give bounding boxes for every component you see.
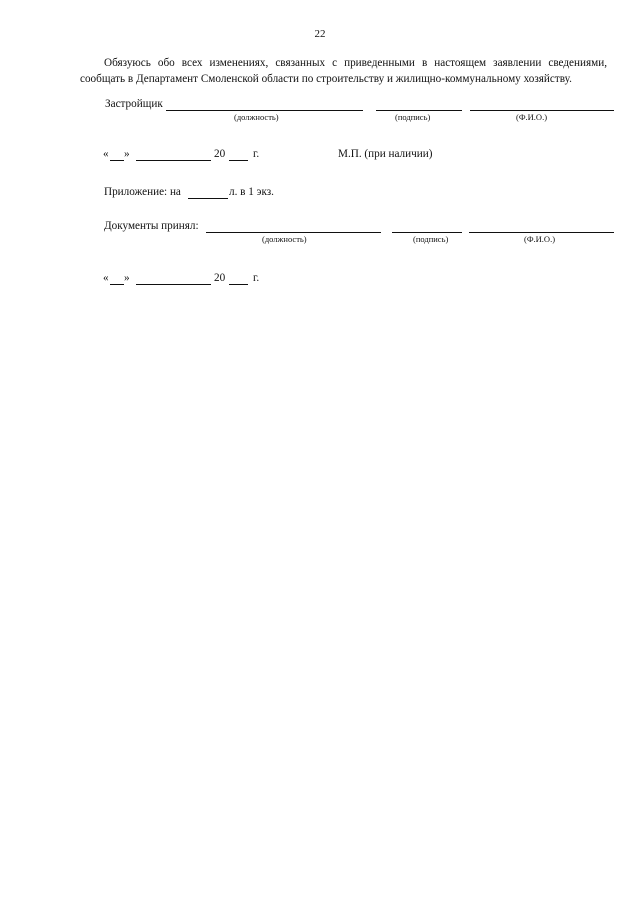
date2-quote-open: « bbox=[103, 272, 109, 284]
date1-month-line bbox=[136, 160, 211, 161]
accepted-signature-caption: (подпись) bbox=[413, 234, 449, 244]
page-number: 22 bbox=[314, 28, 326, 40]
developer-name-caption: (Ф.И.О.) bbox=[516, 112, 548, 122]
date2-month-line bbox=[136, 284, 211, 285]
attachment-suffix: л. в 1 экз. bbox=[229, 186, 274, 198]
accepted-signature-line bbox=[392, 232, 462, 233]
date2-year-line bbox=[229, 284, 248, 285]
date1-year-line bbox=[229, 160, 248, 161]
accepted-label: Документы принял: bbox=[104, 220, 199, 232]
developer-label: Застройщик bbox=[105, 98, 163, 110]
date1-quote-close: » bbox=[124, 148, 130, 160]
date2-quote-close: » bbox=[124, 272, 130, 284]
attachment-pages-line bbox=[188, 198, 228, 199]
date1-day-line bbox=[110, 160, 124, 161]
developer-signature-line bbox=[376, 110, 462, 111]
date2-day-line bbox=[110, 284, 124, 285]
date1-year-suffix: г. bbox=[253, 148, 260, 160]
accepted-name-line bbox=[469, 232, 614, 233]
accepted-position-line bbox=[206, 232, 381, 233]
date2-year-suffix: г. bbox=[253, 272, 260, 284]
developer-position-line bbox=[166, 110, 363, 111]
accepted-name-caption: (Ф.И.О.) bbox=[524, 234, 556, 244]
accepted-position-caption: (должность) bbox=[262, 234, 307, 244]
date1-year-prefix: 20 bbox=[214, 148, 226, 160]
seal-text: М.П. (при наличии) bbox=[338, 148, 433, 160]
developer-signature-caption: (подпись) bbox=[395, 112, 431, 122]
date1-quote-open: « bbox=[103, 148, 109, 160]
developer-position-caption: (должность) bbox=[234, 112, 279, 122]
attachment-prefix: Приложение: на bbox=[104, 186, 181, 198]
developer-name-line bbox=[470, 110, 614, 111]
intro-paragraph: Обязуюсь обо всех изменениях, связанных с приведенными в настоящем заявлении сведениями, сообщать в Департамент Смоленской области по строительству и жилищно-коммунальному хозяйству. bbox=[80, 57, 607, 85]
date2-year-prefix: 20 bbox=[214, 272, 226, 284]
